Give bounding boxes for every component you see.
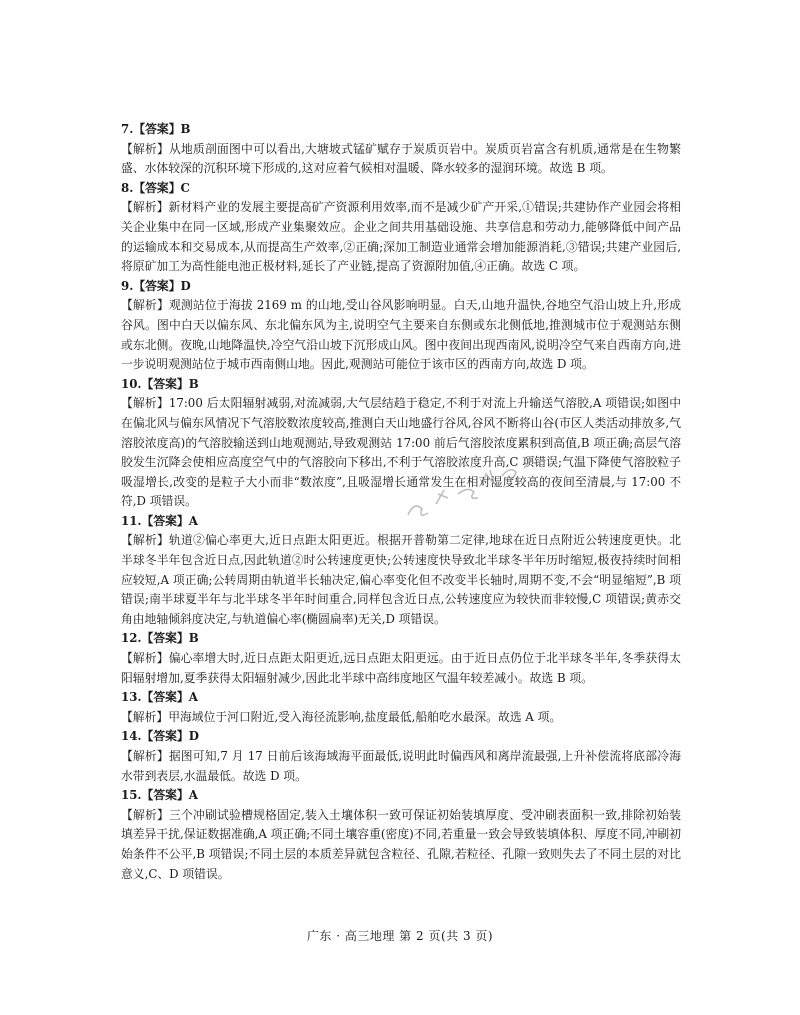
question-9	[121, 277, 681, 375]
analysis-text: 【解析】轨道②偏心率更大,近日点距太阳更近。根据开普勒第二定律,地球在近日点附近公转速度更快。北半球冬半年包含近日点,因此轨道②时公转速度更快;公转速度快导致北半球冬半年历时缩短,极夜持续时间相应较短,A 项正确;公转周期由轨道半长轴决定,偏心率变化但不改变半长轴时,周期不变,不会“明显缩短”,B 项错误;南半球夏半年与北半球冬半年时间重合,同样包含近日点,公转速度应为较快而非较慢,C 项错误;黄赤交角由地轴倾斜度决定,与轨道偏心率(椭圆扁率)无关,D 项错误。	[121, 533, 681, 626]
answer-line: 8.【答案】C	[121, 180, 190, 195]
question-12	[121, 629, 681, 688]
analysis-text: 【解析】偏心率增大时,近日点距太阳更近,远日点距太阳更远。由于近日点仍位于北半球冬半年,冬季获得太阳辐射增加,夏季获得太阳辐射减少,因此北半球中高纬度地区气温年较差减小。故选 B 项。	[121, 651, 681, 685]
question-13	[121, 688, 681, 727]
analysis-text: 【解析】甲海域位于河口附近,受入海径流影响,盐度最低,船舶吃水最深。故选 A 项。	[121, 709, 562, 724]
answer-line: 7.【答案】B	[121, 122, 191, 136]
analysis-text: 【解析】据图可知,7 月 17 日前后该海域海平面最低,说明此时偏西风和离岸流最强,上升补偿流将底部冷海水带到表层,水温最低。故选 D 项。	[121, 749, 681, 783]
analysis-text: 【解析】从地质剖面图中可以看出,大塘坡式锰矿赋存于炭质页岩中。炭质页岩富含有机质,通常是在生物繁盛、水体较深的沉积环境下形成的,这对应着气候相对温暖、降水较多的湿润环境。故选 B 项。	[121, 141, 681, 176]
analysis-text: 【解析】17:00 后太阳辐射减弱,对流减弱,大气层结趋于稳定,不利于对流上升输送气溶胶,A 项错误;如图中在偏北风与偏东风情况下气溶胶数浓度较高,推测白天山地盛行谷风,谷风不断将山谷(市区人类活动排放多,气溶胶浓度高)的气溶胶输送到山地观测站,导致观测站 17:00 前后气溶胶浓度累积到高值,B 项正确;高层气溶胶发生沉降会使相应高度空气中的气溶胶向下移出,不利于气溶胶浓度升高,C 项错误;气温下降使气溶胶粒子吸湿增长,改变的是粒子大小而非“数浓度”,且吸湿增长通常发生在相对湿度较高的夜间至清晨,与 17:00 不符,D 项错误。	[121, 396, 681, 509]
answer-sheet	[121, 120, 681, 884]
question-15	[121, 786, 681, 884]
answer-line: 15.【答案】A	[121, 788, 198, 803]
answer-line: 9.【答案】D	[121, 278, 191, 293]
answer-line: 13.【答案】A	[121, 690, 198, 705]
analysis-text: 【解析】三个冲刷试验槽规格固定,装入土壤体积一致可保证初始装填厚度、受冲刷表面积一致,排除初始装填差异干扰,保证数据准确,A 项正确;不同土壤容重(密度)不同,若重量一致会导致装填体积、厚度不同,冲刷初始条件不公平,B 项错误;不同土层的本质差异就包含粒径、孔隙,若粒径、孔隙一致则失去了不同土层的对比意义,C、D 项错误。	[121, 807, 681, 881]
analysis-text: 【解析】观测站位于海拔 2169 m 的山地,受山谷风影响明显。白天,山地升温快,谷地空气沿山坡上升,形成谷风。图中白天以偏东风、东北偏东风为主,说明空气主要来自东侧或东北侧低地,推测城市位于观测站东侧或东北侧。夜晚,山地降温快,冷空气沿山坡下沉形成山风。图中夜间出现西南风,说明冷空气来自西南方向,进一步说明观测站位于城市西南侧山地。因此,观测站可能位于该市区的西南方向,故选 D 项。	[121, 298, 681, 372]
answer-line: 12.【答案】B	[121, 631, 199, 646]
question-11	[121, 512, 681, 630]
page-footer: 广东 · 高三地理 第 2 页(共 3 页)	[306, 929, 494, 943]
answer-line: 14.【答案】D	[121, 729, 199, 744]
analysis-text: 【解析】新材料产业的发展主要提高矿产资源利用效率,而不是减少矿产开采,①错误;共建协作产业园会将相关企业集中在同一区域,形成产业集聚效应。企业之间共用基础设施、共享信息和劳动力,能够降低中间产品的运输成本和交易成本,从而提高生产效率,②正确;深加工制造业通常会增加能源消耗,③错误;共建产业园后,将原矿加工为高性能电池正极材料,延长了产业链,提高了资源附加值,④正确。故选 C 项。	[121, 200, 681, 274]
answer-line: 10.【答案】B	[121, 376, 199, 391]
question-10	[121, 375, 681, 512]
question-14	[121, 727, 681, 786]
question-8	[121, 179, 681, 277]
answer-line: 11.【答案】A	[121, 513, 198, 528]
question-7	[121, 120, 681, 179]
